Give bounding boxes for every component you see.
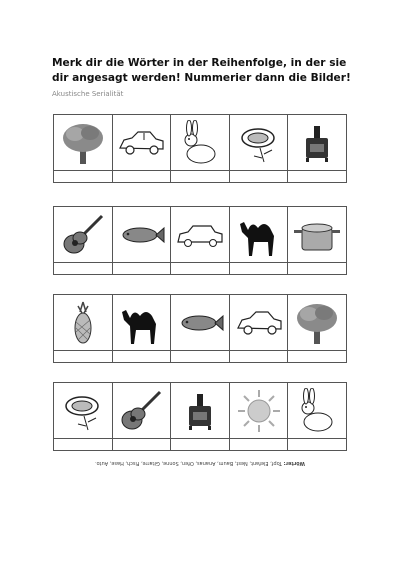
worksheet-subtitle: Akustische Serialität [52,90,124,98]
picture-cell [113,115,172,171]
number-field[interactable] [288,351,347,363]
number-field[interactable] [113,171,172,183]
car-icon [234,300,284,346]
guitar-icon [116,388,166,434]
picture-row-2 [53,206,347,275]
picture-cell [288,295,347,351]
picture-cell [288,383,347,439]
picture-cell [54,295,113,351]
fish-icon [116,212,166,258]
answer-word-list [0,460,400,466]
fish-icon [175,300,225,346]
rabbit-icon [175,120,225,166]
sun-icon [234,388,284,434]
number-field[interactable] [230,439,289,451]
number-field[interactable] [54,171,113,183]
picture-row-1 [53,114,347,183]
word-list-text: Topf, Elefant, Nest, Baum, Ananas, Ofen, Sonne, Gitarre, Fisch, Hase, Auto. [95,460,282,466]
picture-cell [113,383,172,439]
number-field[interactable] [113,439,172,451]
picture-cell [113,295,172,351]
nest-icon [234,120,284,166]
rabbit-icon [292,388,342,434]
number-field[interactable] [230,263,289,275]
number-field[interactable] [171,263,230,275]
picture-cell [230,295,289,351]
tree-icon [292,300,342,346]
picture-cell [171,295,230,351]
car-icon [116,120,166,166]
number-field[interactable] [171,351,230,363]
guitar-icon [58,212,108,258]
number-field[interactable] [113,263,172,275]
pineapple-icon [58,300,108,346]
picture-cell [54,115,113,171]
camel-icon [116,300,166,346]
picture-cell [171,115,230,171]
tree-icon [58,120,108,166]
worksheet-title: Merk dir die Wörter in der Reihenfolge, in der sie dir angesagt werden! Nummerier dann die Bilder! [52,57,351,84]
word-list-label: Wörter: [283,460,305,466]
stove-icon [175,388,225,434]
picture-row-4 [53,382,347,451]
pot-icon [292,212,342,258]
camel-icon [234,212,284,258]
stove-icon [292,120,342,166]
number-field[interactable] [171,171,230,183]
picture-cell [171,383,230,439]
number-field[interactable] [288,171,347,183]
picture-cell [230,383,289,439]
number-field[interactable] [54,263,113,275]
number-field[interactable] [171,439,230,451]
picture-cell [230,207,289,263]
picture-cell [54,207,113,263]
nest-icon [58,388,108,434]
picture-row-3 [53,294,347,363]
number-field[interactable] [113,351,172,363]
number-field[interactable] [54,351,113,363]
picture-cell [288,207,347,263]
picture-cell [288,115,347,171]
number-field[interactable] [288,263,347,275]
picture-cell [54,383,113,439]
picture-cell [171,207,230,263]
picture-cell [230,115,289,171]
number-field[interactable] [230,351,289,363]
number-field[interactable] [230,171,289,183]
number-field[interactable] [54,439,113,451]
number-field[interactable] [288,439,347,451]
picture-cell [113,207,172,263]
car-icon [175,212,225,258]
